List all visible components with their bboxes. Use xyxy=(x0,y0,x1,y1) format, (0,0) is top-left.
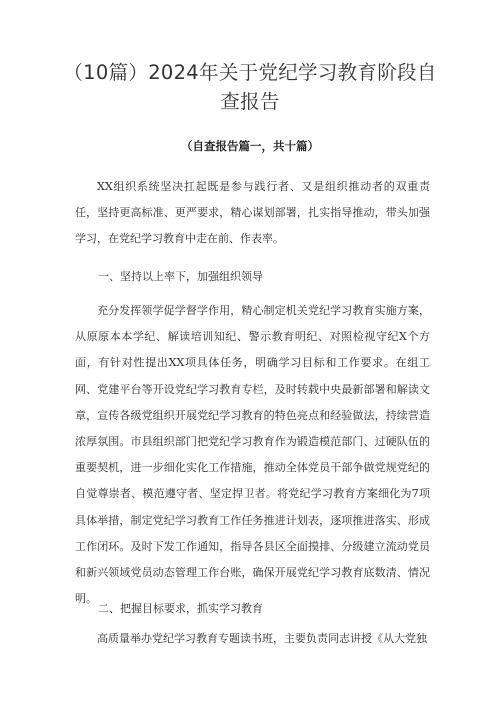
paragraph-section-1: 充分发挥领学促学督学作用，精心制定机关党纪学习教育实施方案，从原原本本学纪、解读培训知纪、警示教育明纪、对照检视守纪X个方面，有针对性提出XX项具体任务，明确学习目标和工作要求。在组工网、党建平台等开设党纪学习教育专栏，及时转载中央最新部署和解读文章，宣传各级党组织开展党纪学习教育的特色亮点和经验做法，持续营造浓厚氛围。市县组织部门把党纪学习教育作为锻造模范部门、过硬队伍的重要契机，进一步细化实化工作措施，推动全体党员干部争做党规党纪的自觉尊崇者、模范遵守者、坚定捍卫者。将党纪学习教育方案细化为7项具体举措，制定党纪学习教育工作任务推进计划表，逐项推进落实、形成工作闭环。及时下发工作通知，指导各县区全面摸排、分级建立流动党员和新兴领域党员动态管理工作台账，确保开展党纪学习教育底数清、情况明。 xyxy=(75,304,430,606)
paragraph-intro: XX组织系统坚决扛起既是参与践行者、又是组织推动者的双重责任，坚持更高标准、更严要求，精心谋划部署，扎实指导推动，带头加强学习，在党纪学习教育中走在前、作表率。 xyxy=(75,180,430,246)
section-heading-1: 一、坚持以上率下，加强组织领导 xyxy=(98,270,263,283)
paragraph-section-2: 高质量举办党纪学习教育专题读书班，主要负责同志讲授《从大党独 xyxy=(97,632,427,645)
document-title: （10篇）2024年关于党纪学习教育阶段自查报告 xyxy=(63,61,437,113)
document-subtitle: （自查报告篇一，共十篇） xyxy=(181,139,319,153)
section-heading-2: 二、把握目标要求，抓实学习教育 xyxy=(98,602,263,615)
